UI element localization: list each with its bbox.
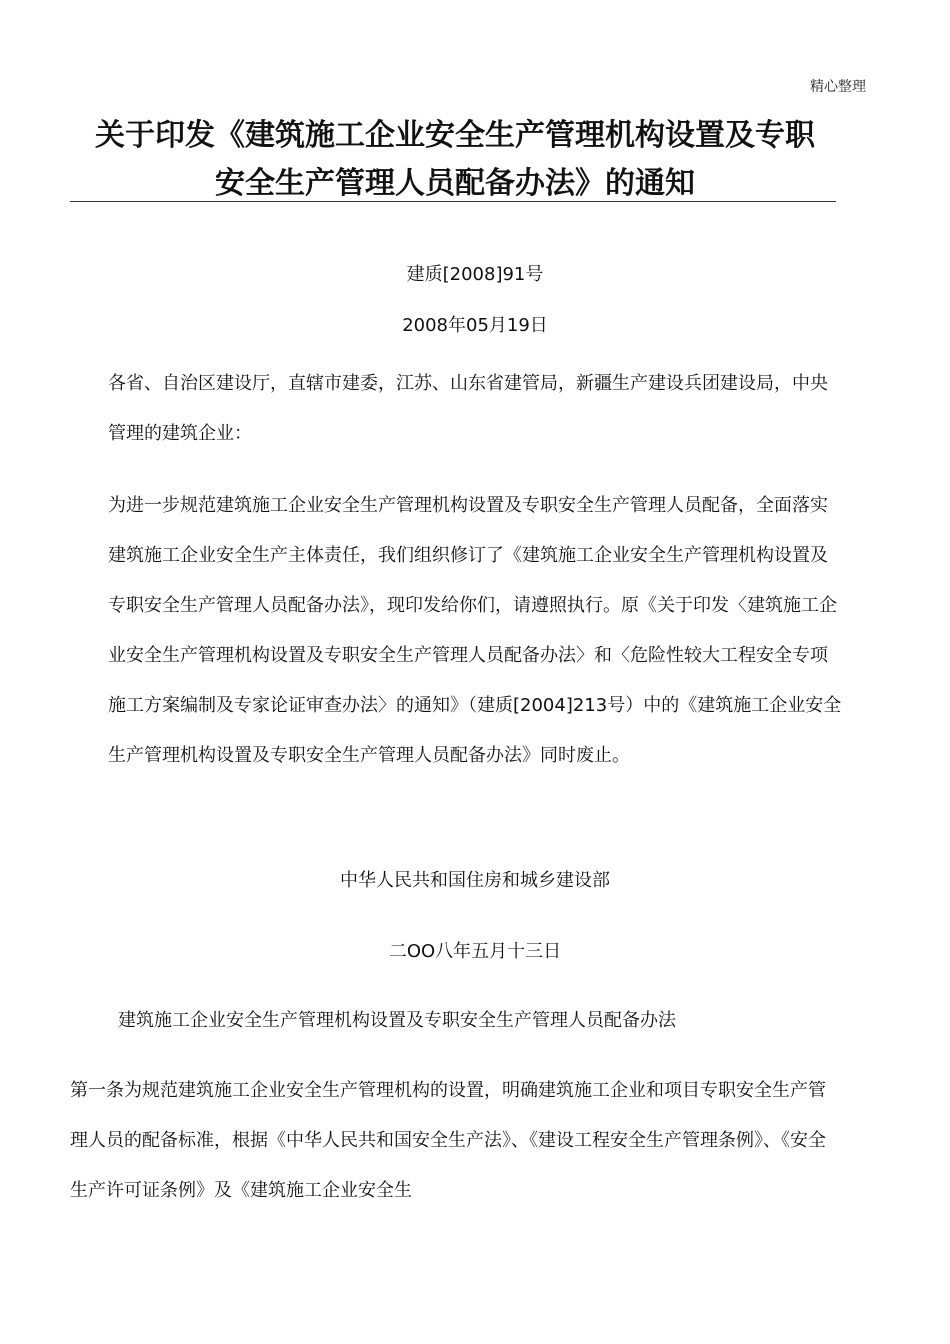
document-title [60, 112, 850, 208]
signature-date: 二OO八年五月十三日 [388, 941, 562, 962]
title-divider [70, 201, 836, 202]
body-paragraph: 为进一步规范建筑施工企业安全生产管理机构设置及专职安全生产管理人员配备，全面落实建筑施工企业安全生产主体责任，我们组织修订了《建筑施工企业安全生产管理机构设置及专职安全生产管理人员配备办法》，现印发给你们，请遵照执行。原《关于印发〈建筑施工企业安全生产管理机构设置及专职安全生产管理人员配备办法〉和〈危险性较大工程安全专项施工方案编制及专家论证审查办法〉的通知》（建质[2004]213号）中的《建筑施工企业安全生产管理机构设置及专职安全生产管理人员配备办法》同时废止。 [108, 495, 842, 766]
document-date: 2008年05月19日 [402, 315, 548, 336]
signature-organization: 中华人民共和国住房和城乡建设部 [340, 870, 610, 891]
article-1-paragraph: 第一条为规范建筑施工企业安全生产管理机构的设置，明确建筑施工企业和项目专职安全生产管理人员的配备标准，根据《中华人民共和国安全生产法》、《建设工程安全生产管理条例》、《安全生产许可证条例》及《建筑施工企业安全生 [70, 1080, 826, 1201]
attachment-title: 建筑施工企业安全生产管理机构设置及专职安全生产管理人员配备办法 [118, 1010, 676, 1031]
addressees-paragraph: 各省、自治区建设厅，直辖市建委，江苏、山东省建管局，新疆生产建设兵团建设局，中央管理的建筑企业： [108, 373, 828, 444]
title-line-1: 关于印发《建筑施工企业安全生产管理机构设置及专职 [95, 118, 815, 153]
watermark-text: 精心整理 [810, 79, 866, 95]
document-number: 建质[2008]91号 [406, 264, 544, 285]
title-line-2: 安全生产管理人员配备办法》的通知 [215, 166, 695, 201]
